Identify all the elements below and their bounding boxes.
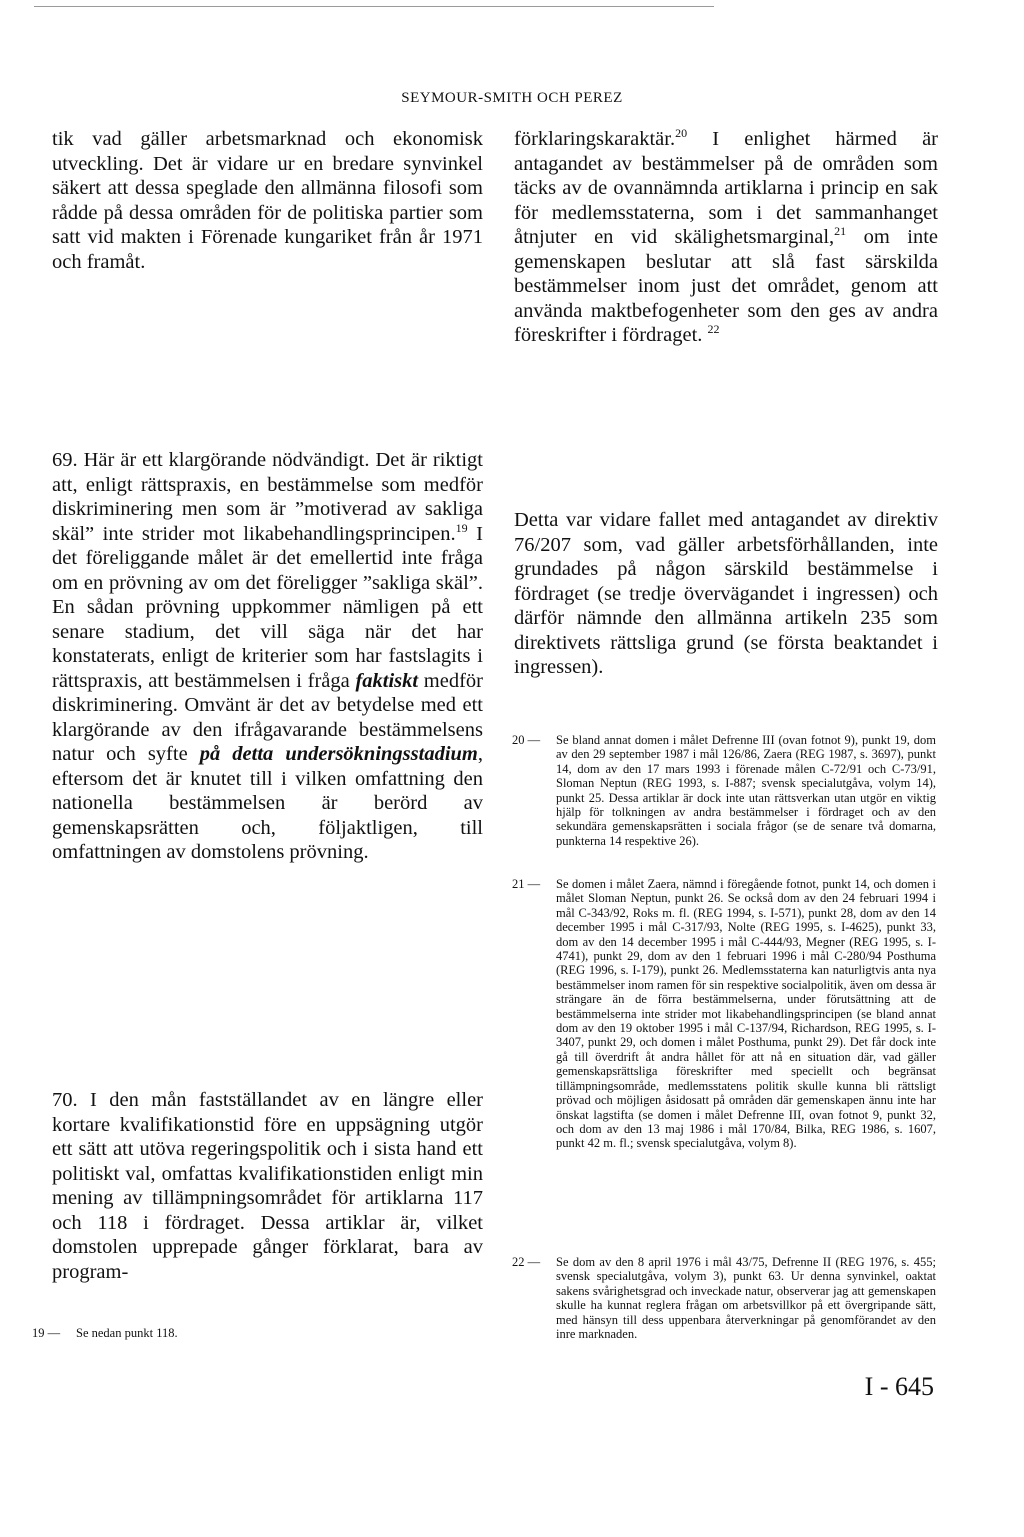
paragraph-70-text: 70. I den mån fastställandet av en längre eller kortare kvalifikationstid före en uppsägning utgör ett sätt att utöva regeringspolitik och i sista hand ett politiskt val, omfattas kvalifikationstiden enligt min mening av tillämpningsområdet för artiklarna 117 och 118 i fördraget. Dessa artiklar är, vilket domstolen upprepade gånger förklarat, bara av program- (52, 1089, 483, 1283)
footnote-number: 20 — (512, 733, 541, 747)
top-rule (34, 6, 714, 7)
right-paragraph-directive (514, 508, 938, 680)
footnote-ref-19: 19 (455, 520, 468, 535)
footnote-text: Se domen i målet Zaera, nämnd i föregående fotnot, punkt 14, och domen i målet Sloman Neptun, punkt 26. Se också dom av den 24 februari 1994 i mål C-343/92, Roks m. fl. (REG 1994, s. I-571), punkt 28, dom av den 14 december 1995 i mål C-317/93, Nolte (REG 1995, s. I-4625), punkt 33, dom av den 14 december 1995 i mål C-444/93, Megner (REG 1995, s. I-4741), punkt 29, dom av den 1 februari 1996 i mål C-280/94 Posthuma (REG 1996, s. I-179), punkt 26. Medlemsstaterna kan naturligtvis anta nya bestämmelser inom ramen för sin respektive socialpolitik, även om dessa är strängare än de förra bestämmelserna, under förutsättning att de bestämmelserna inte strider mot likabehandlingsprincipen (se bland annat dom av den 19 oktober 1995 i mål C-137/94, Richardson, REG 1995, s. I-3407, punkt 29, och domen i målet Posthuma, punkt 29). Det får dock inte gå till överdrift åt andra hållet för att nå en situation där, vad gäller gemenskapsrättsliga föreskrifter med speciellt och begränsat tillämpningsområde, medlemsstatens politik skulle kunna bli rättsligt prövad och möjligen åsidosatt på områden där gemenskapen ännu inte har önskat lagstifta (se domen i målet Defrenne III, ovan fotnot 9, punkt 32, och dom av den 13 maj 1986 i mål 170/84, Bilka, REG 1986, s. 1607, punkt 42 m. fl.; svensk specialutgåva, volym 8). (556, 877, 936, 1151)
paragraph-text: Detta var vidare fallet med antagandet av direktiv 76/207 som, vad gäller arbetsförhållanden, inte grundades på någon särskild bestämmelse i fördraget (se tredje övervägandet i ingressen) och därför nämnde den allmänna artikeln 235 som direktivets rättsliga grund (se första beaktandet i ingressen). (514, 509, 938, 678)
paragraph-70 (52, 1088, 483, 1284)
paragraph-69 (52, 448, 483, 865)
paragraph-69-text-1: 69. Här är ett klargörande nödvändigt. Det är riktigt att, enligt rättspraxis, en bestämmelse som medför diskriminering men som är ”motiverad av sakliga skäl” inte strider mot likabehandlingsprincipen. (52, 449, 483, 545)
paragraph-text: tik vad gäller arbetsmarknad och ekonomisk utveckling. Det är vidare ur en bredare synvinkel säkert att dessa speglade den allmänna filosofi som rådde på dessa områden för de politiska partier som satt vid makten i Förenade kungariket från år 1971 och framåt. (52, 128, 483, 273)
footnote-text: Se bland annat domen i målet Defrenne III (ovan fotnot 9), punkt 19, dom av den 29 september 1987 i mål 126/86, Zaera (REG 1987, s. 3697), punkt 14, dom av den 17 mars 1993 i förenade målen C-72/91 och C-73/91, Sloman Neptun (REG 1993, s. I-887; svensk specialutgåva, volym 14), punkt 25. Dessa artiklar är dock inte utan rättsverkan utan utgör en viktig hjälp för tolkningen av andra bestämmelser i fördraget och av den sekundära gemenskapsrätten i sociala frågor (se de senare två domarna, punkterna 14 respektive 26). (556, 733, 936, 848)
paragraph-69-text-2: I det föreliggande målet är det emellertid inte fråga om en prövning av om det föreligger ”sakliga skäl”. En sådan prövning uppkommer nämligen på ett senare stadium, det vill säga när det har konstaterats, enligt de kriterier som har fastslagits i rättspraxis, att bestämmelsen i fråga (52, 522, 483, 692)
running-header: SEYMOUR-SMITH OCH PEREZ (401, 90, 623, 106)
footnote-number: 19 — (32, 1326, 61, 1340)
page-number: I - 645 (864, 1372, 934, 1401)
footnote-21 (512, 877, 936, 1151)
footnote-text: Se nedan punkt 118. (76, 1326, 178, 1340)
footnote-ref-20: 20 (675, 126, 688, 141)
paragraph-69-text-4: , eftersom det är knutet till i vilken omfattning den nationella bestämmelsen är berörd av gemenskapsrätten och, följaktligen, till omfattningen av domstolens prövning. (52, 743, 483, 863)
footnote-20 (512, 733, 936, 848)
footnote-22 (512, 1255, 936, 1341)
footnote-text: Se dom av den 8 april 1976 i mål 43/75, Defrenne II (REG 1976, s. 455; svensk specialutgåva, volym 3), punkt 63. Ur denna synvinkel, oaktat sakens svårighetsgrad och inveckade natur, observerar jag att gemenskapen skulle ha kunnat reglera frågan om arbetsvillkor på ett övergripande sätt, med hänsyn till dess uppenbara återverkningar på genomförandet av den inre marknaden. (556, 1255, 936, 1342)
paragraph-69-text-3: medför diskriminering. Omvänt är det av betydelse med ett klargörande av den ifrågavarande bestämmelsens natur och syfte (52, 669, 483, 765)
left-paragraph-continuation (52, 127, 483, 274)
right-text-2: I enlighet härmed är antagandet av bestämmelser på de områden som täcks av de ovannämnda artiklarna i princip en sak för medlemsstaterna, som i det sammanhanget åtnjuter en vid skälighetsmarginal, (514, 128, 938, 248)
emphasis-undersokningsstadium: på detta undersökningsstadium (199, 743, 478, 765)
footnote-ref-22: 22 (707, 322, 720, 337)
footnote-19 (32, 1326, 472, 1340)
footnote-number: 22 — (512, 1255, 541, 1269)
footnote-number: 21 — (512, 877, 541, 891)
right-paragraph-continuation (514, 127, 938, 348)
right-text-1: förklaringskaraktär. (514, 128, 676, 150)
emphasis-faktiskt: faktiskt (355, 669, 419, 692)
footnote-ref-21: 21 (834, 224, 847, 239)
right-text-3: om inte gemenskapen beslutar att slå fast särskilda bestämmelser inom just det området, genom att använda maktbefogenheter som den ges av andra föreskrifter i fördraget. (514, 226, 938, 346)
